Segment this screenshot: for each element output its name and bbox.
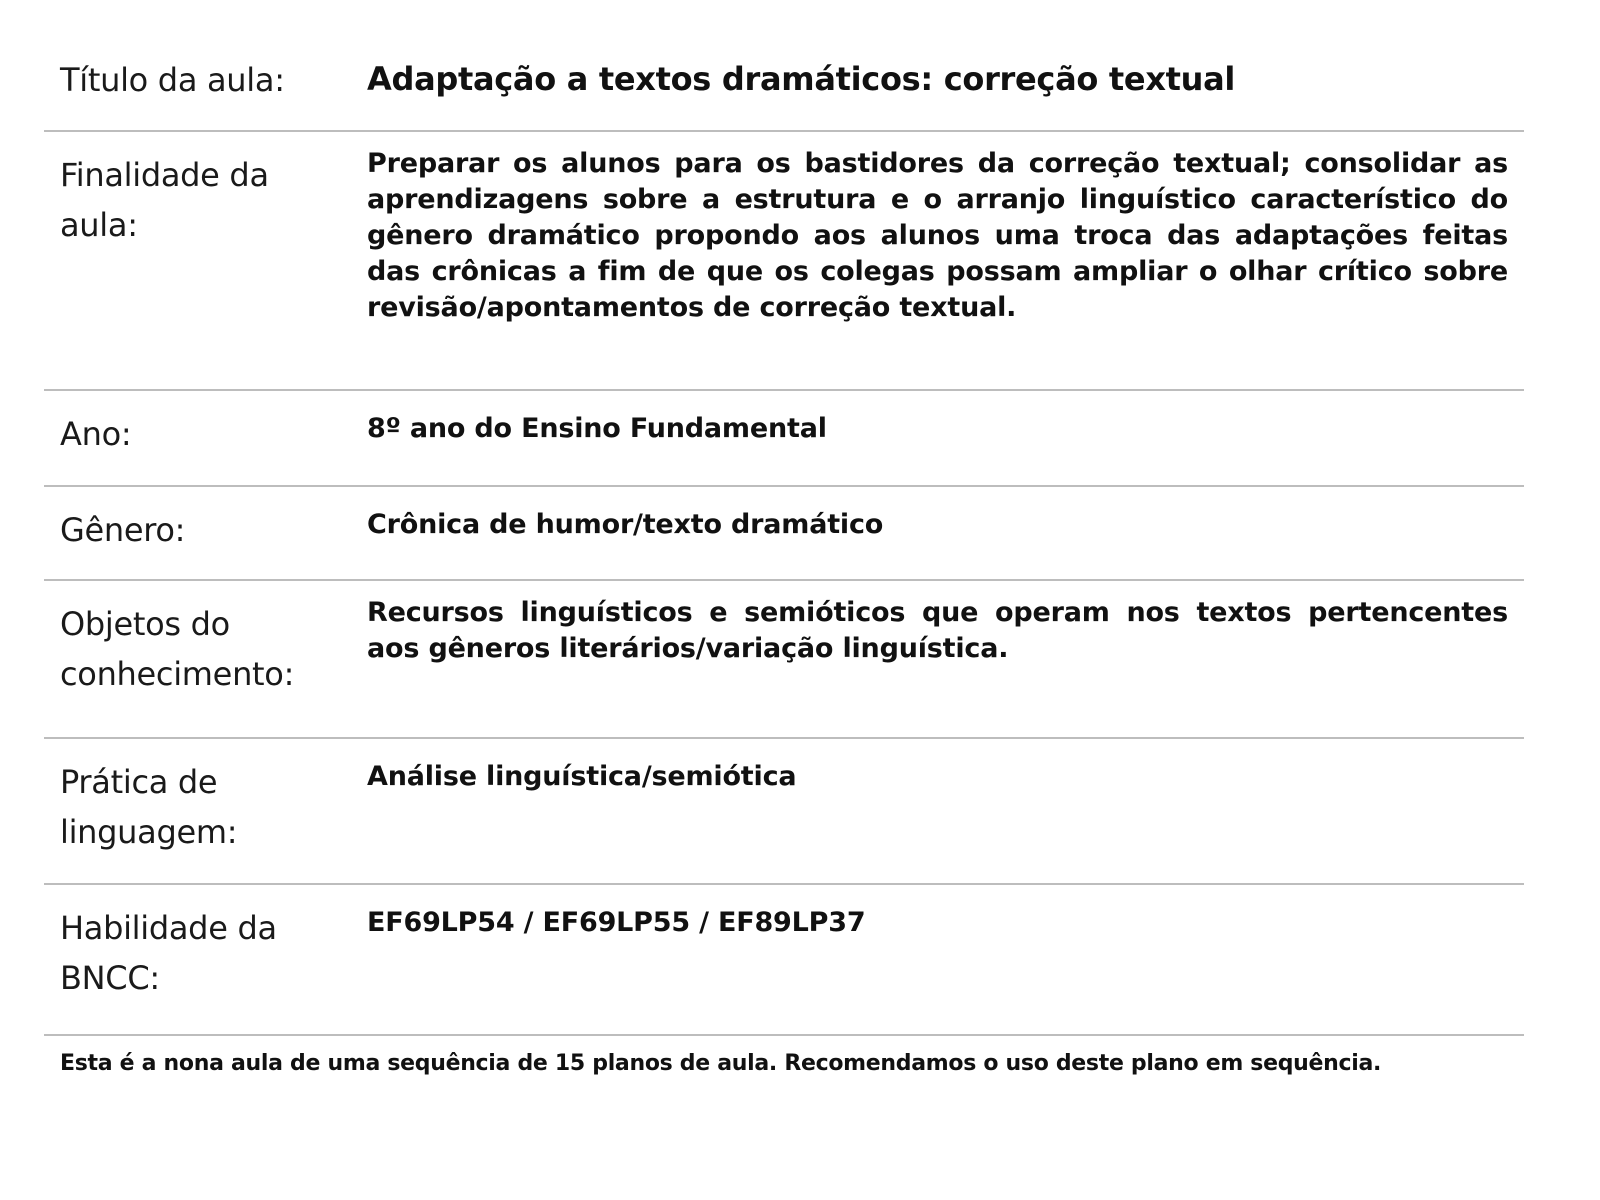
row-school-year [44,391,1524,487]
genre-value: Crônica de humor/texto dramático [367,509,884,540]
lesson-plan-table [44,0,1524,1036]
row-lesson-title [44,0,1524,132]
lesson-purpose-value: Preparar os alunos para os bastidores da correção textual; consolidar as aprendizagens sobre a estrutura e o arranjo linguístico característico do gênero dramático propondo aos alunos uma troca das adaptações feitas das crônicas a fim de que os colegas possam ampliar o olhar crítico sobre revisão/apontamentos de correção textual. [367,148,1508,323]
bncc-skill-label: Habilidade da BNCC: [60,909,277,997]
school-year-label: Ano: [60,415,132,453]
lesson-title-value: Adaptação a textos dramáticos: correção textual [367,60,1236,98]
row-genre [44,487,1524,581]
knowledge-objects-value: Recursos linguísticos e semióticos que operam nos textos pertencentes aos gêneros literários/variação linguística. [367,597,1508,664]
lesson-purpose-label: Finalidade da aula: [60,156,269,244]
row-bncc-skill [44,885,1524,1036]
genre-label: Gênero: [60,511,186,549]
row-lesson-purpose [44,132,1524,391]
sequence-footnote: Esta é a nona aula de uma sequência de 15 planos de aula. Recomendamos o uso deste plano em sequência. [60,1051,1382,1076]
knowledge-objects-label: Objetos do conhecimento: [60,605,295,693]
lesson-title-label: Título da aula: [60,61,285,99]
language-practice-value: Análise linguística/semiótica [367,761,797,792]
school-year-value: 8º ano do Ensino Fundamental [367,413,827,444]
row-knowledge-objects [44,581,1524,739]
language-practice-label: Prática de linguagem: [60,763,238,851]
row-language-practice [44,739,1524,885]
bncc-skill-value: EF69LP54 / EF69LP55 / EF89LP37 [367,907,866,938]
